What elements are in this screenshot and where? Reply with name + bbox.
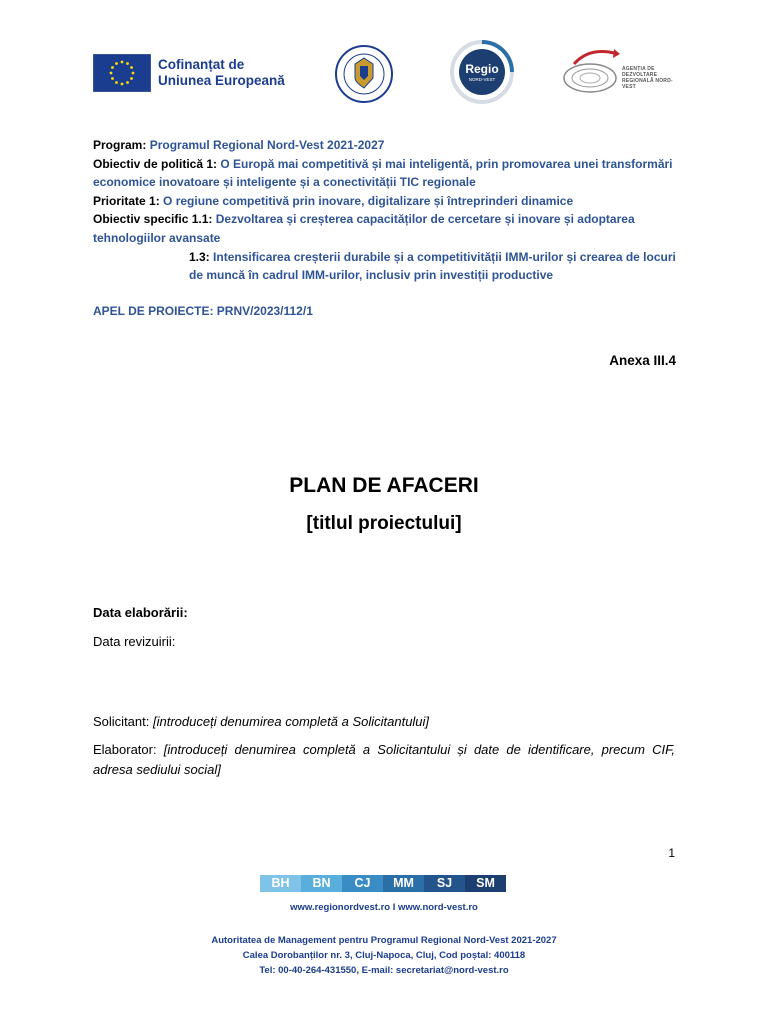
applicant-value: [introduceți denumirea completă a Solicitantului] — [153, 714, 430, 729]
county-cj: CJ — [342, 875, 383, 892]
objective-label: Obiectiv de politică 1: — [93, 156, 218, 171]
footer-contact: Tel: 00-40-264-431550, E-mail: secretariat@nord-vest.ro — [259, 965, 509, 976]
eu-star — [115, 81, 118, 84]
footer-authority: Autoritatea de Management pentru Programul Regional Nord-Vest 2021-2027 — [211, 935, 557, 946]
county-bn: BN — [301, 875, 342, 892]
eu-star — [126, 62, 129, 65]
eu-line1: Cofinanțat de — [158, 57, 245, 72]
specific-objective-value: Dezvoltarea și creșterea capacităților de cercetare și inovare și adoptarea tehnologiilor avansate — [93, 212, 635, 245]
program-label: Program: — [93, 138, 147, 152]
county-bar — [260, 875, 506, 892]
footer-websites: www.regionordvest.ro I www.nord-vest.ro — [290, 902, 478, 913]
author-label: Elaborator: — [93, 742, 157, 757]
call-for-projects: APEL DE PROIECTE: PRNV/2023/112/1 — [93, 304, 313, 318]
annex-label: Anexa III.4 — [609, 353, 676, 368]
eu-star — [110, 72, 113, 75]
adr-logo-text: AGENȚIA DE DEZVOLTARE REGIONALĂ NORD-VEST — [622, 66, 673, 90]
eu-line2: Uniunea Europeană — [158, 73, 285, 88]
footer-address: Calea Dorobanților nr. 3, Cluj-Napoca, Cluj, Cod poștal: 400118 — [242, 950, 526, 961]
program-info-block — [93, 136, 683, 285]
eu-cofinanced-text — [158, 57, 285, 89]
regio-sub: NORD-VEST — [468, 77, 496, 82]
applicant-field — [93, 712, 675, 732]
author-field — [93, 740, 675, 780]
eu-star — [111, 66, 114, 69]
specific-objective-2-value: Intensificarea creșterii durabile și a competitivității IMM-urilor și crearea de locuri de muncă în cadrul IMM-urilor, inclusiv prin investiții productive — [189, 249, 676, 283]
eu-flag-logo — [93, 54, 151, 92]
regio-word: Regio — [465, 62, 499, 76]
eu-star — [115, 62, 118, 65]
eu-star — [130, 77, 133, 80]
priority-value: O regiune competitivă prin inovare, digitalizare și întreprinderi dinamice — [163, 193, 574, 208]
regio-nord-vest-logo — [450, 40, 514, 104]
eu-star — [132, 72, 135, 75]
priority-label: Prioritate 1: — [93, 193, 160, 208]
county-sj: SJ — [424, 875, 465, 892]
author-value: [introduceți denumirea completă a Solicitantului și date de identificare, precum CIF, adresa sediului social] — [93, 742, 675, 777]
romanian-government-seal-logo — [333, 44, 395, 104]
objective-value: O Europă mai competitivă și mai inteligentă, prin promovarea unei transformări economice inovatoare și inteligente și a conectivității TIC regionale — [93, 156, 673, 190]
county-bh: BH — [260, 875, 301, 892]
project-title-placeholder: [titlul proiectului] — [306, 513, 462, 534]
eu-star — [126, 81, 129, 84]
specific-objective-2-label: 1.3: — [189, 249, 210, 264]
county-sm: SM — [465, 875, 506, 892]
applicant-label: Solicitant: — [93, 714, 150, 729]
page-title: PLAN DE AFACERI — [289, 474, 479, 497]
eu-star — [111, 77, 114, 80]
specific-objective-label: Obiectiv specific 1.1: — [93, 212, 213, 227]
program-value: Programul Regional Nord-Vest 2021-2027 — [149, 138, 385, 152]
county-mm: MM — [383, 875, 424, 892]
eu-star — [121, 83, 124, 86]
page-number: 1 — [668, 846, 675, 860]
date-elaboration-label: Data elaborării: — [93, 605, 188, 620]
eu-star — [121, 61, 124, 64]
date-revision-label: Data revizuirii: — [93, 634, 176, 649]
eu-star — [130, 66, 133, 69]
